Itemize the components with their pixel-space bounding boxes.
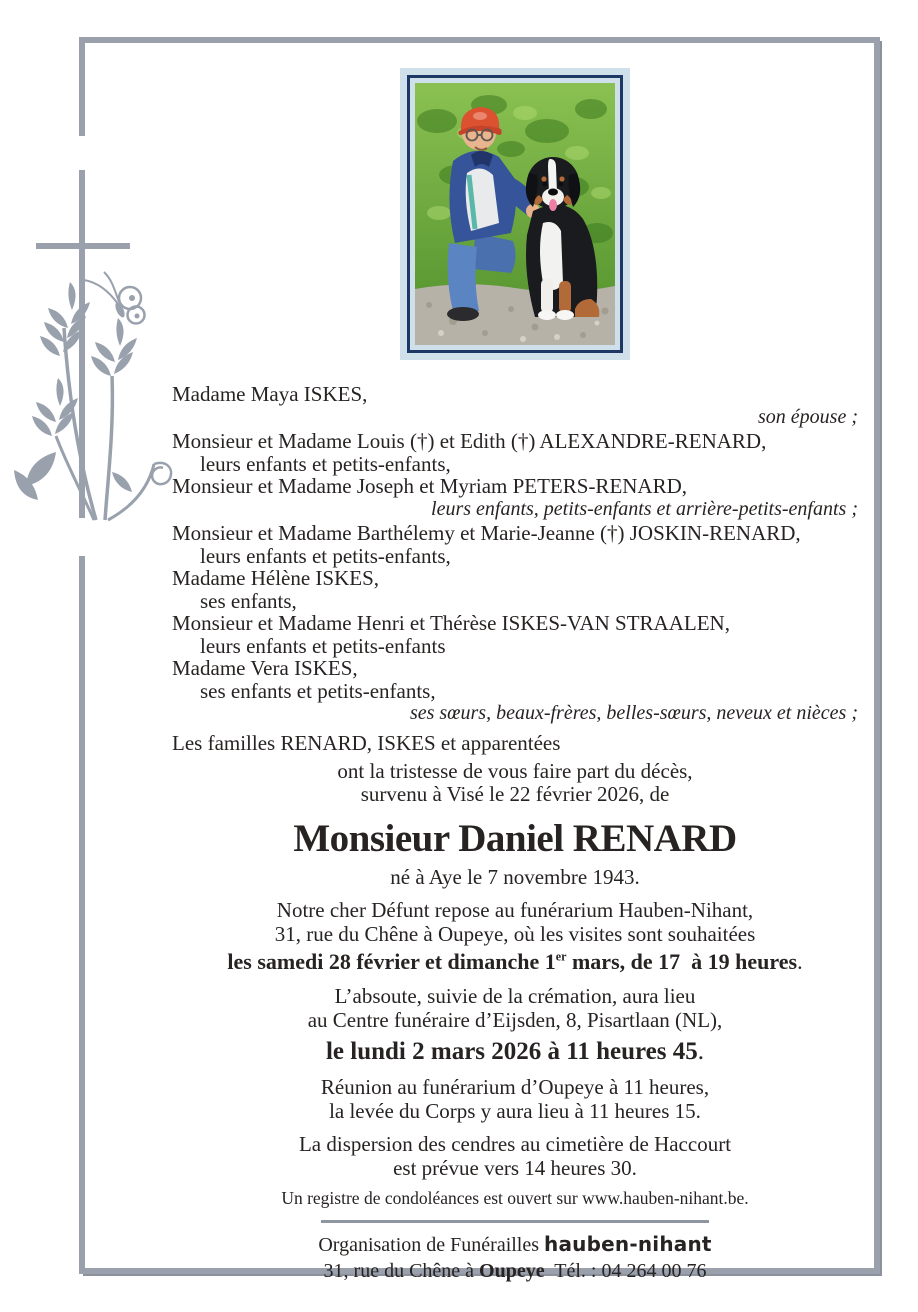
funeral-home-footer: [172, 1231, 858, 1284]
ordinal-sup: er: [555, 949, 567, 964]
ceremony-line1: L’absoute, suivie de la crémation, aura lieu: [334, 984, 696, 1008]
announcement-line1: ont la tristesse de vous faire part du décès,: [337, 759, 693, 783]
ceremony-date: [172, 1038, 858, 1066]
frame-left-segment-top: [79, 37, 85, 136]
reunion-text: [172, 1075, 858, 1123]
wake-dates: [172, 948, 858, 975]
announcement-text: [172, 760, 858, 806]
dispersion-line1: La dispersion des cendres au cimetière de Haccourt: [298, 1132, 732, 1156]
family-list-line: leurs enfants, petits-enfants et arrière-petits-enfants ;: [431, 497, 858, 520]
family-list-line: Monsieur et Madame Louis (†) et Edith (†) ALEXANDRE-RENARD,: [172, 429, 767, 453]
wake-dates-prefix: les samedi 28 février et dimanche 1: [227, 949, 556, 974]
reunion-line1: Réunion au funérarium d’Oupeye à 11 heures,: [320, 1075, 710, 1099]
wheat-butterfly-ornament: [8, 268, 178, 528]
photo-frame: [400, 68, 630, 360]
frame-left-segment-bottom: [79, 556, 85, 1274]
family-list-line: son épouse ;: [758, 405, 858, 428]
wake-line1: Notre cher Défunt repose au funérarium Hauben-Nihant,: [276, 898, 754, 922]
family-list-line: ses enfants et petits-enfants,: [200, 678, 436, 703]
announcement-line2: survenu à Visé le 22 février 2026, de: [360, 782, 670, 806]
footer-divider: [321, 1220, 709, 1223]
condolence-register-note: Un registre de condoléances est ouvert sur www.hauben-nihant.be.: [281, 1188, 749, 1208]
dispersion-text: [172, 1132, 858, 1180]
wake-dates-suffix: mars, de 17 à 19 heures: [566, 949, 798, 974]
card-text: [172, 383, 858, 1284]
family-list-line: leurs enfants et petits-enfants: [200, 633, 446, 658]
deceased-name: Monsieur Daniel RENARD: [293, 817, 737, 860]
butterfly-icon: [84, 272, 145, 324]
funeral-home-logo: hauben-nihant: [544, 1232, 712, 1256]
family-list-line: Madame Vera ISKES,: [172, 656, 358, 680]
wake-dates-period: .: [797, 949, 803, 974]
deceased-birth: né à Aye le 7 novembre 1943.: [390, 865, 640, 889]
deceased-photo: [415, 83, 615, 345]
footer-addr-prefix: 31, rue du Chêne à: [323, 1260, 480, 1282]
reunion-line2: la levée du Corps y aura lieu à 11 heures 15.: [329, 1099, 701, 1123]
ceremony-line2: au Centre funéraire d’Eijsden, 8, Pisartlaan (NL),: [307, 1008, 723, 1032]
wake-line2: 31, rue du Chêne à Oupeye, où les visites sont souhaitées: [274, 922, 756, 946]
family-list-line: ses sœurs, beaux-frères, belles-sœurs, neveux et nièces ;: [409, 702, 858, 724]
family-list-line: leurs enfants et petits-enfants,: [200, 451, 451, 476]
dispersion-line2: est prévue vers 14 heures 30.: [393, 1156, 637, 1180]
family-list-line: Madame Maya ISKES,: [172, 382, 368, 406]
family-list-line: Madame Hélène ISKES,: [172, 566, 380, 590]
ceremony-text: [172, 984, 858, 1032]
family-list-line: Monsieur et Madame Joseph et Myriam PETERS-RENARD,: [172, 474, 688, 498]
footer-addr-tel: Tél. : 04 264 00 76: [544, 1260, 707, 1282]
ceremony-date-bold: le lundi 2 mars 2026 à 11 heures 45: [325, 1038, 698, 1065]
family-list-line: ses enfants,: [200, 588, 297, 613]
wake-text: [172, 898, 858, 946]
footer-addr-city: Oupeye: [479, 1260, 545, 1282]
family-list-line: leurs enfants et petits-enfants,: [200, 543, 451, 568]
footer-org-prefix: Organisation de Funérailles: [318, 1234, 545, 1256]
family-list: [172, 383, 858, 754]
ceremony-date-period: .: [697, 1038, 705, 1065]
photo-inner-border: [407, 75, 623, 353]
family-list-line: Les familles RENARD, ISKES et apparentées: [172, 730, 561, 755]
announcement-section: [172, 760, 858, 1284]
cross-horizontal-bar: [36, 243, 130, 249]
family-list-line: Monsieur et Madame Henri et Thérèse ISKES-VAN STRAALEN,: [172, 611, 730, 635]
family-list-line: Monsieur et Madame Barthélemy et Marie-Jeanne (†) JOSKIN-RENARD,: [172, 521, 801, 545]
